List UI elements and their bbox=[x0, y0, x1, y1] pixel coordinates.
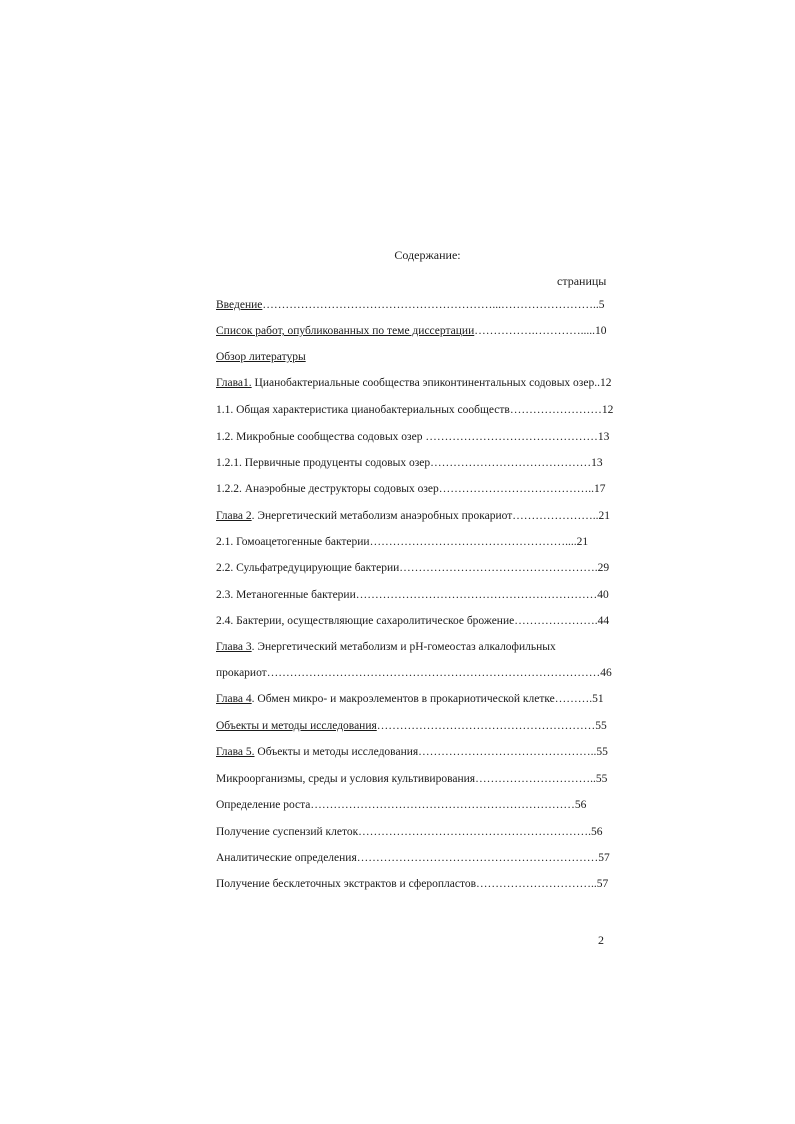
toc-entry bbox=[216, 482, 604, 496]
toc-entry-text: . Энергетический метаболизм анаэробных прокариот bbox=[251, 510, 513, 522]
toc-entry-leader: …………………………………………………………… bbox=[310, 799, 575, 811]
toc-entry-text: Микроорганизмы, среды и условия культивирования bbox=[216, 773, 476, 785]
toc-entry-text: прокариот bbox=[216, 667, 267, 679]
toc-entry-page: 13 bbox=[597, 431, 610, 443]
toc-entry-page: 12 bbox=[599, 377, 612, 389]
toc-entry-leader: ………………………….. bbox=[475, 773, 596, 785]
toc-entry bbox=[216, 692, 604, 706]
toc-entry-page: 57 bbox=[596, 878, 609, 890]
toc-entry-text: . Энергетический метаболизм и pH-гомеостаз алкалофильных bbox=[251, 641, 556, 653]
toc-entry-leader: ……………………………………………………...…………………….. bbox=[262, 299, 599, 311]
toc-entry-page: 46 bbox=[600, 667, 612, 679]
toc-entry bbox=[216, 851, 610, 865]
toc-entry-leader: ………………………………………………… bbox=[376, 720, 596, 732]
toc-entry bbox=[216, 561, 610, 575]
toc-entry-page: 29 bbox=[597, 562, 610, 574]
toc-entry-label: Глава 4 bbox=[216, 693, 252, 705]
toc-entry bbox=[216, 719, 607, 733]
toc-entry-text: Цианобактериальные сообщества эпиконтинентальных содовых озер.. bbox=[251, 377, 600, 389]
toc-entry-label: Глава 2 bbox=[216, 510, 252, 522]
page-number: 2 bbox=[598, 933, 604, 947]
toc-entry-leader: ………. bbox=[554, 693, 593, 705]
toc-entry-text: 1.1. Общая характеристика цианобактериальных сообществ bbox=[216, 404, 510, 416]
pages-column-label: страницы bbox=[557, 274, 607, 288]
toc-entry-text: Определение роста bbox=[216, 799, 311, 811]
toc-entry-page: 55 bbox=[596, 746, 608, 758]
toc-entry-leader: …………….…………..... bbox=[474, 325, 595, 337]
toc-entry-page: 21 bbox=[598, 510, 611, 522]
toc-entry-text: 2.2. Сульфатредуцирующие бактерии bbox=[216, 562, 400, 574]
toc-entry bbox=[216, 614, 610, 628]
toc-entry-label: Обзор литературы bbox=[216, 351, 306, 363]
toc-entry-page: 17 bbox=[594, 483, 606, 495]
toc-entry-page: 51 bbox=[592, 693, 604, 705]
toc-entry-page: 12 bbox=[601, 404, 614, 416]
toc-entry bbox=[216, 403, 614, 417]
toc-entry-text: 1.2. Микробные сообщества содовых озер bbox=[216, 431, 423, 443]
toc-entry bbox=[216, 772, 608, 786]
toc-entry-text: 2.3. Метаногенные бактерии bbox=[216, 589, 356, 601]
toc-entry-leader: ……………………………………………. bbox=[399, 562, 598, 574]
toc-entry-label: Глава1. bbox=[216, 377, 252, 389]
toc-entry bbox=[216, 640, 604, 654]
toc-entry-text: Объекты и методы исследования bbox=[254, 746, 419, 758]
toc-entry bbox=[216, 535, 604, 549]
toc-entry bbox=[216, 350, 604, 364]
toc-entry bbox=[216, 324, 607, 338]
toc-entry-leader: …………………………………………….... bbox=[369, 536, 577, 548]
toc-entry bbox=[216, 509, 611, 523]
toc-title: Содержание: bbox=[394, 248, 461, 262]
toc-entry-text: . Обмен микро- и макроэлементов в прокариотической клетке bbox=[251, 693, 555, 705]
toc-entry bbox=[216, 745, 608, 759]
toc-entry-leader: …………………………………… bbox=[430, 457, 592, 469]
toc-entry-leader: …………………………………………………………………………… bbox=[266, 667, 601, 679]
toc-entry-text: Получение суспензий клеток bbox=[216, 826, 359, 838]
toc-entry bbox=[216, 588, 609, 602]
toc-entry-leader: ……………………………………………………… bbox=[356, 852, 599, 864]
toc-entry bbox=[216, 666, 612, 680]
toc-entry bbox=[216, 825, 604, 839]
toc-entry-text: 2.1. Гомоацетогенные бактерии bbox=[216, 536, 370, 548]
toc-entry-label: Глава 5. bbox=[216, 746, 255, 758]
toc-entry-page: 13 bbox=[591, 457, 603, 469]
toc-entry-text: Получение бесклеточных экстрактов и сферопластов bbox=[216, 878, 477, 890]
toc-entry-page: 10 bbox=[594, 325, 607, 337]
toc-entry bbox=[216, 298, 604, 312]
toc-entry-text: Аналитические определения bbox=[216, 852, 357, 864]
toc-entry-text: 1.2.1. Первичные продуценты содовых озер bbox=[216, 457, 431, 469]
toc-entry bbox=[216, 376, 612, 390]
toc-entry-leader: ……………………………………… bbox=[422, 431, 598, 443]
toc-entry-leader: ……………………………………………………. bbox=[358, 826, 592, 838]
toc-entry-label: Глава 3 bbox=[216, 641, 252, 653]
toc-entry-text: 1.2.2. Анаэробные деструкторы содовых озер bbox=[216, 483, 439, 495]
toc-entry-page: 44 bbox=[597, 615, 610, 627]
toc-entry-leader: ………………………………….. bbox=[438, 483, 595, 495]
toc-entry-page: 55 bbox=[595, 720, 607, 732]
toc-entry bbox=[216, 877, 609, 891]
toc-entry-page: 40 bbox=[597, 589, 609, 601]
toc-entry bbox=[216, 798, 604, 812]
toc-entry-leader: …………………. bbox=[514, 615, 598, 627]
toc-entry-label: Список работ, опубликованных по теме диссертации bbox=[216, 325, 475, 337]
toc-entry-page: 56 bbox=[574, 799, 587, 811]
toc-entry-leader: ……………………………………………………… bbox=[355, 589, 598, 601]
toc-entry bbox=[216, 456, 604, 470]
toc-entry-page: 57 bbox=[598, 852, 610, 864]
toc-entry-leader: …………………… bbox=[509, 404, 602, 416]
toc-entry-leader: ……………………………………….. bbox=[418, 746, 597, 758]
toc-entry-label: Введение bbox=[216, 299, 263, 311]
toc-entry-text: 2.4. Бактерии, осуществляющие сахаролитическое брожение bbox=[216, 615, 515, 627]
toc-entry-page: 21 bbox=[576, 536, 589, 548]
toc-entry-page: 55 bbox=[595, 773, 608, 785]
toc-entry-label: Объекты и методы исследования bbox=[216, 720, 377, 732]
toc-entry bbox=[216, 430, 610, 444]
toc-entry-page: 56 bbox=[591, 826, 603, 838]
toc-entry-page: 5 bbox=[598, 299, 605, 311]
toc-entry-leader: ………………………….. bbox=[476, 878, 597, 890]
toc-entry-leader: ………………….. bbox=[512, 510, 599, 522]
